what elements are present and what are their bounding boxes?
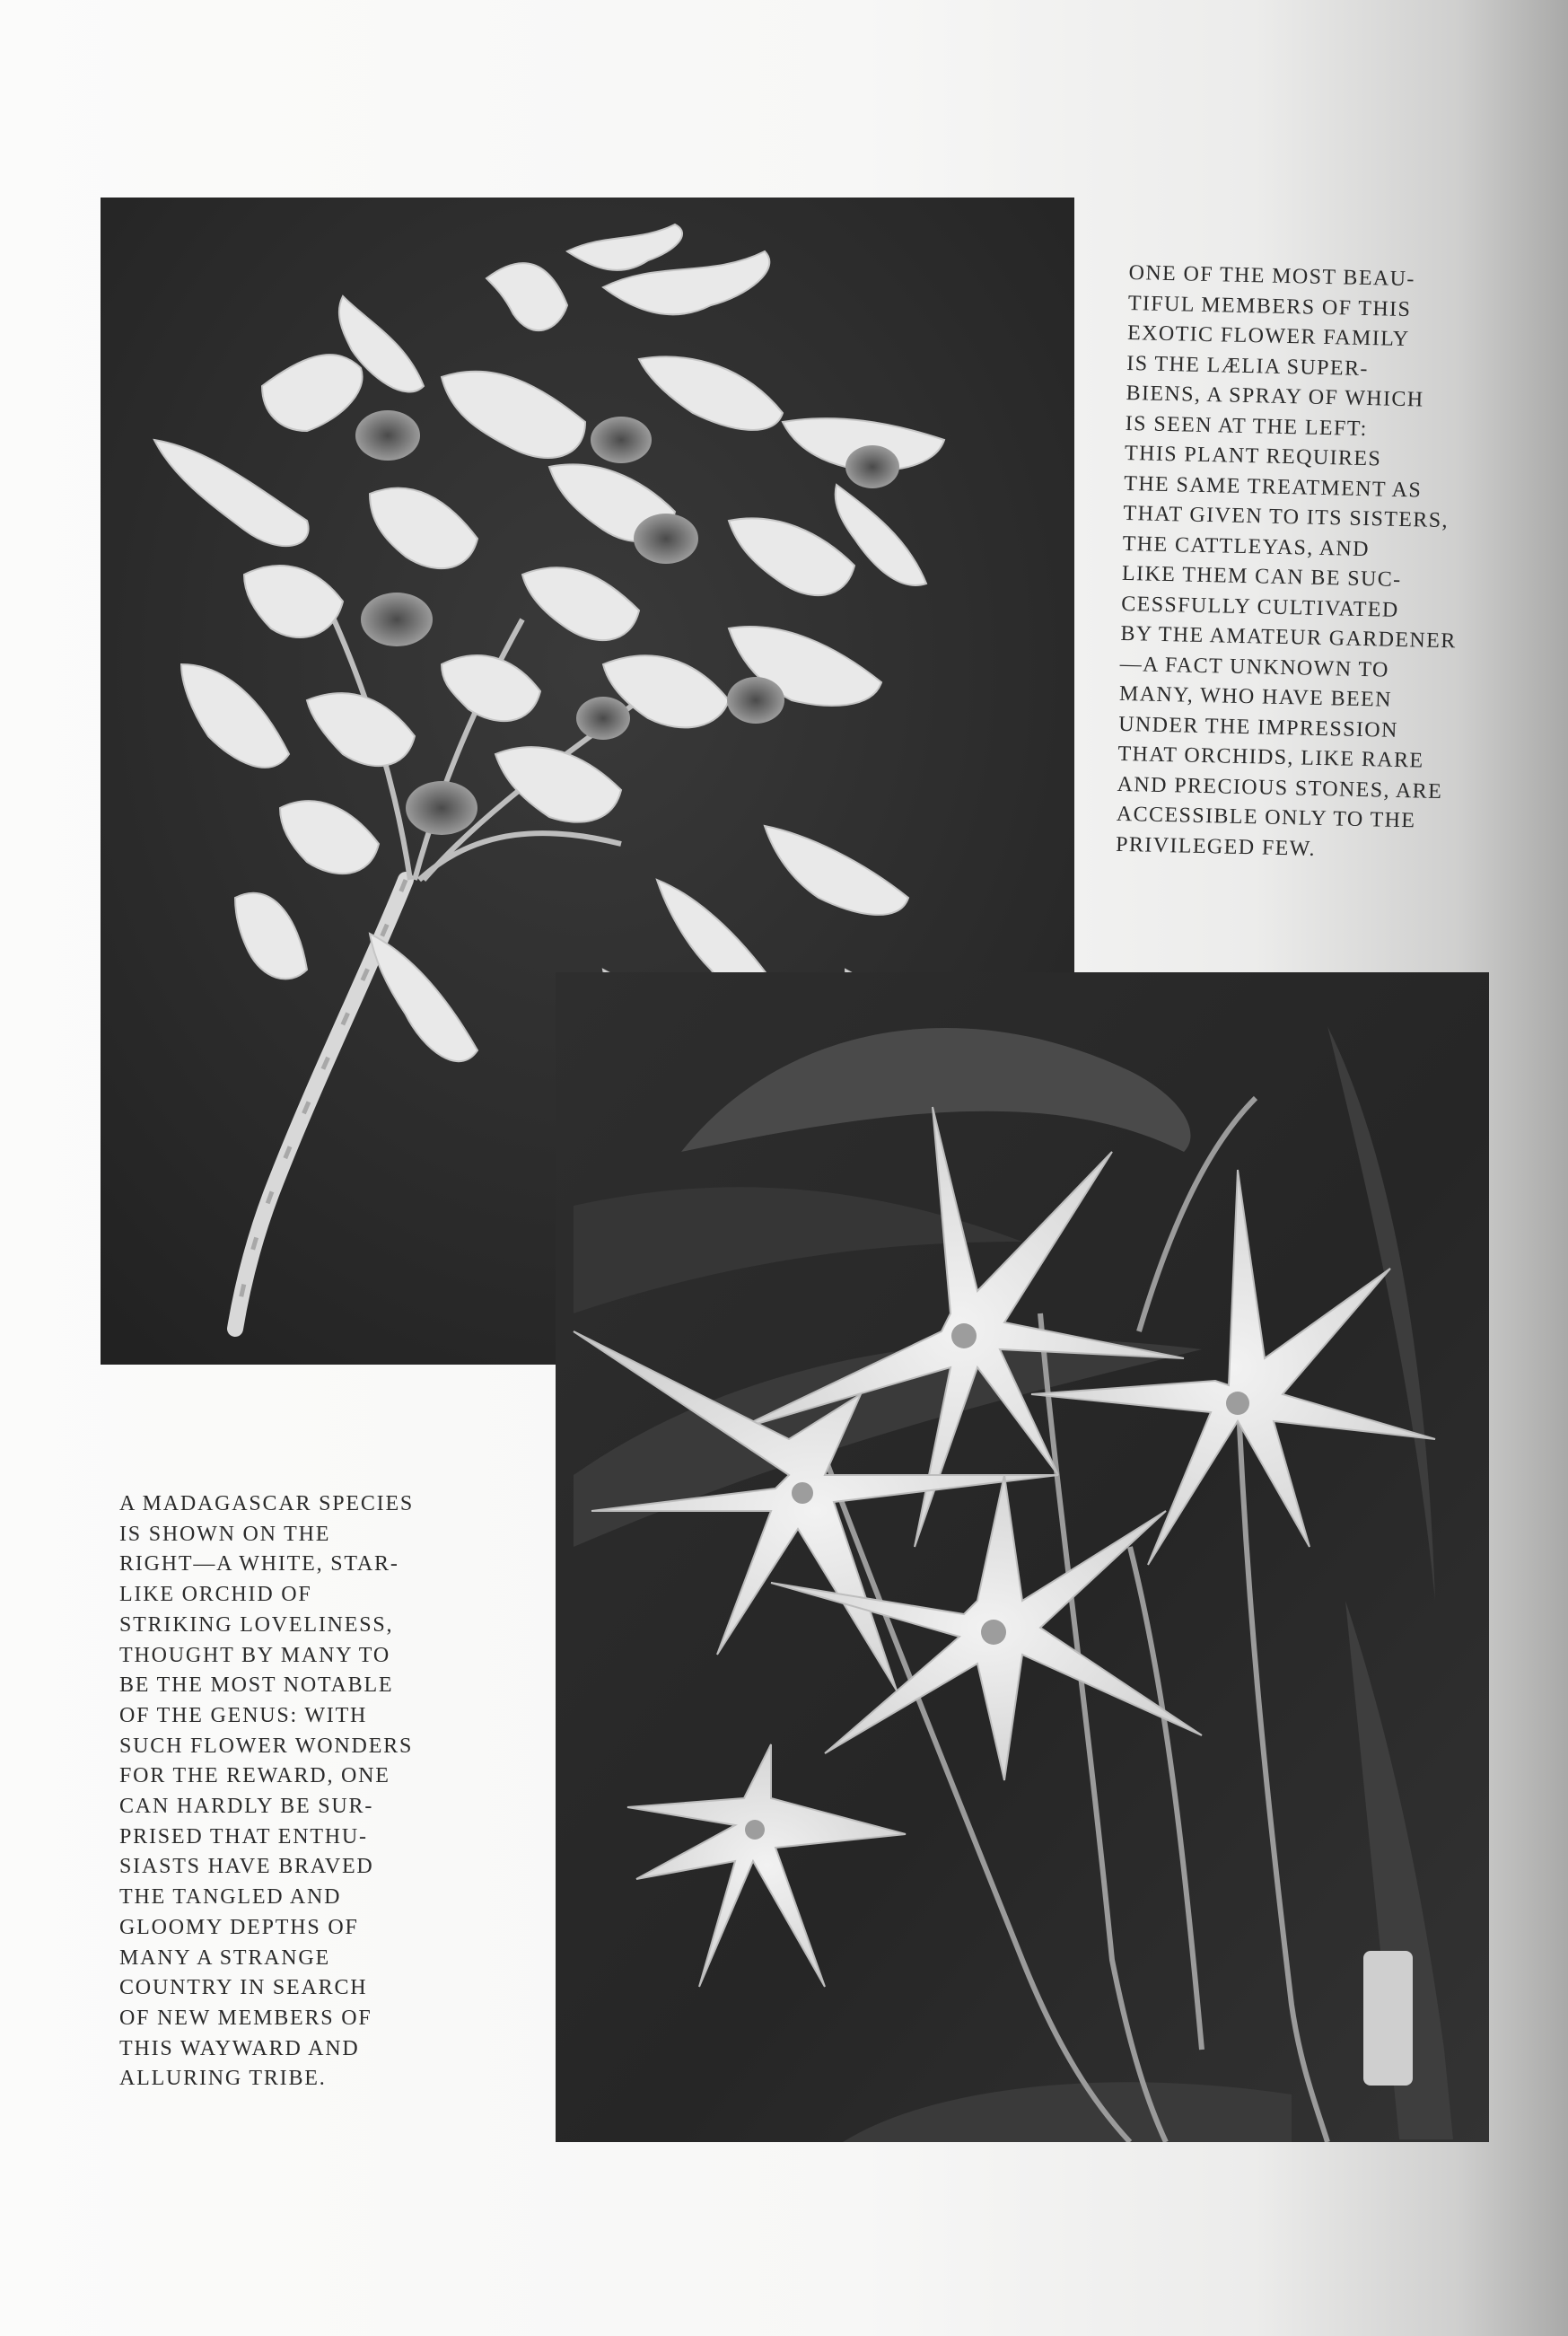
star-orchid-photo-icon [556, 972, 1489, 2142]
caption-line: CESSFULLY CULTIVATED [1120, 592, 1399, 622]
caption-line: LIKE ORCHID OF [119, 1583, 312, 1607]
caption-line: FOR THE REWARD, ONE [119, 1764, 390, 1788]
caption-line: CAN HARDLY BE SUR- [119, 1795, 374, 1819]
caption-line: COUNTRY IN SEARCH [119, 1976, 368, 2000]
madagascar-orchid-photo [556, 972, 1489, 2142]
caption-line: RIGHT—A WHITE, STAR- [119, 1552, 399, 1576]
caption-line: IS THE LÆLIA SUPER- [1126, 351, 1370, 381]
caption-line: THIS PLANT REQUIRES [1124, 441, 1382, 471]
caption-line: MANY, WHO HAVE BEEN [1118, 681, 1393, 712]
caption-line: BY THE AMATEUR GARDENER [1120, 621, 1457, 654]
caption-line: THE TANGLED AND [119, 1885, 342, 1910]
caption-line: IS SHOWN ON THE [119, 1522, 331, 1546]
caption-line: OF THE GENUS: WITH [119, 1703, 368, 1727]
caption-line: THE CATTLEYAS, AND [1122, 531, 1371, 561]
caption-line: THE SAME TREATMENT AS [1124, 471, 1423, 502]
caption-line: GLOOMY DEPTHS OF [119, 1915, 359, 1939]
caption-line: ONE OF THE MOST BEAU- [1128, 260, 1416, 292]
caption-line: EXOTIC FLOWER FAMILY [1126, 321, 1410, 352]
caption-line: AND PRECIOUS STONES, ARE [1117, 772, 1443, 804]
caption-line: STRIKING LOVELINESS, [119, 1612, 394, 1637]
caption-line: SIASTS HAVE BRAVED [119, 1855, 374, 1879]
caption-line: THIS WAYWARD AND [119, 2036, 360, 2060]
caption-madagascar [119, 1489, 460, 2094]
caption-laelia [1116, 259, 1488, 868]
caption-line: UNDER THE IMPRESSION [1117, 712, 1399, 742]
caption-line: ACCESSIBLE ONLY TO THE [1116, 802, 1416, 833]
caption-line: IS SEEN AT THE LEFT: [1125, 411, 1368, 441]
caption-line: TIFUL MEMBERS OF THIS [1127, 291, 1412, 321]
caption-line: MANY A STRANGE [119, 1945, 331, 1970]
caption-line: A MADAGASCAR SPECIES [119, 1492, 415, 1515]
caption-line: ALLURING TRIBE. [119, 2067, 327, 2091]
caption-line: OF NEW MEMBERS OF [119, 2006, 372, 2030]
caption-line: PRISED THAT ENTHU- [119, 1824, 368, 1849]
caption-line: PRIVILEGED FEW. [1115, 832, 1317, 861]
caption-line: THAT GIVEN TO ITS SISTERS, [1123, 501, 1450, 533]
caption-line: LIKE THEM CAN BE SUC- [1121, 561, 1402, 592]
caption-line: BE THE MOST NOTABLE [119, 1673, 394, 1698]
caption-line: SUCH FLOWER WONDERS [119, 1734, 414, 1758]
caption-line: BIENS, A SPRAY OF WHICH [1126, 381, 1424, 412]
caption-line: THOUGHT BY MANY TO [119, 1643, 390, 1667]
caption-line: —A FACT UNKNOWN TO [1119, 652, 1390, 682]
caption-line: THAT ORCHIDS, LIKE RARE [1117, 742, 1424, 773]
